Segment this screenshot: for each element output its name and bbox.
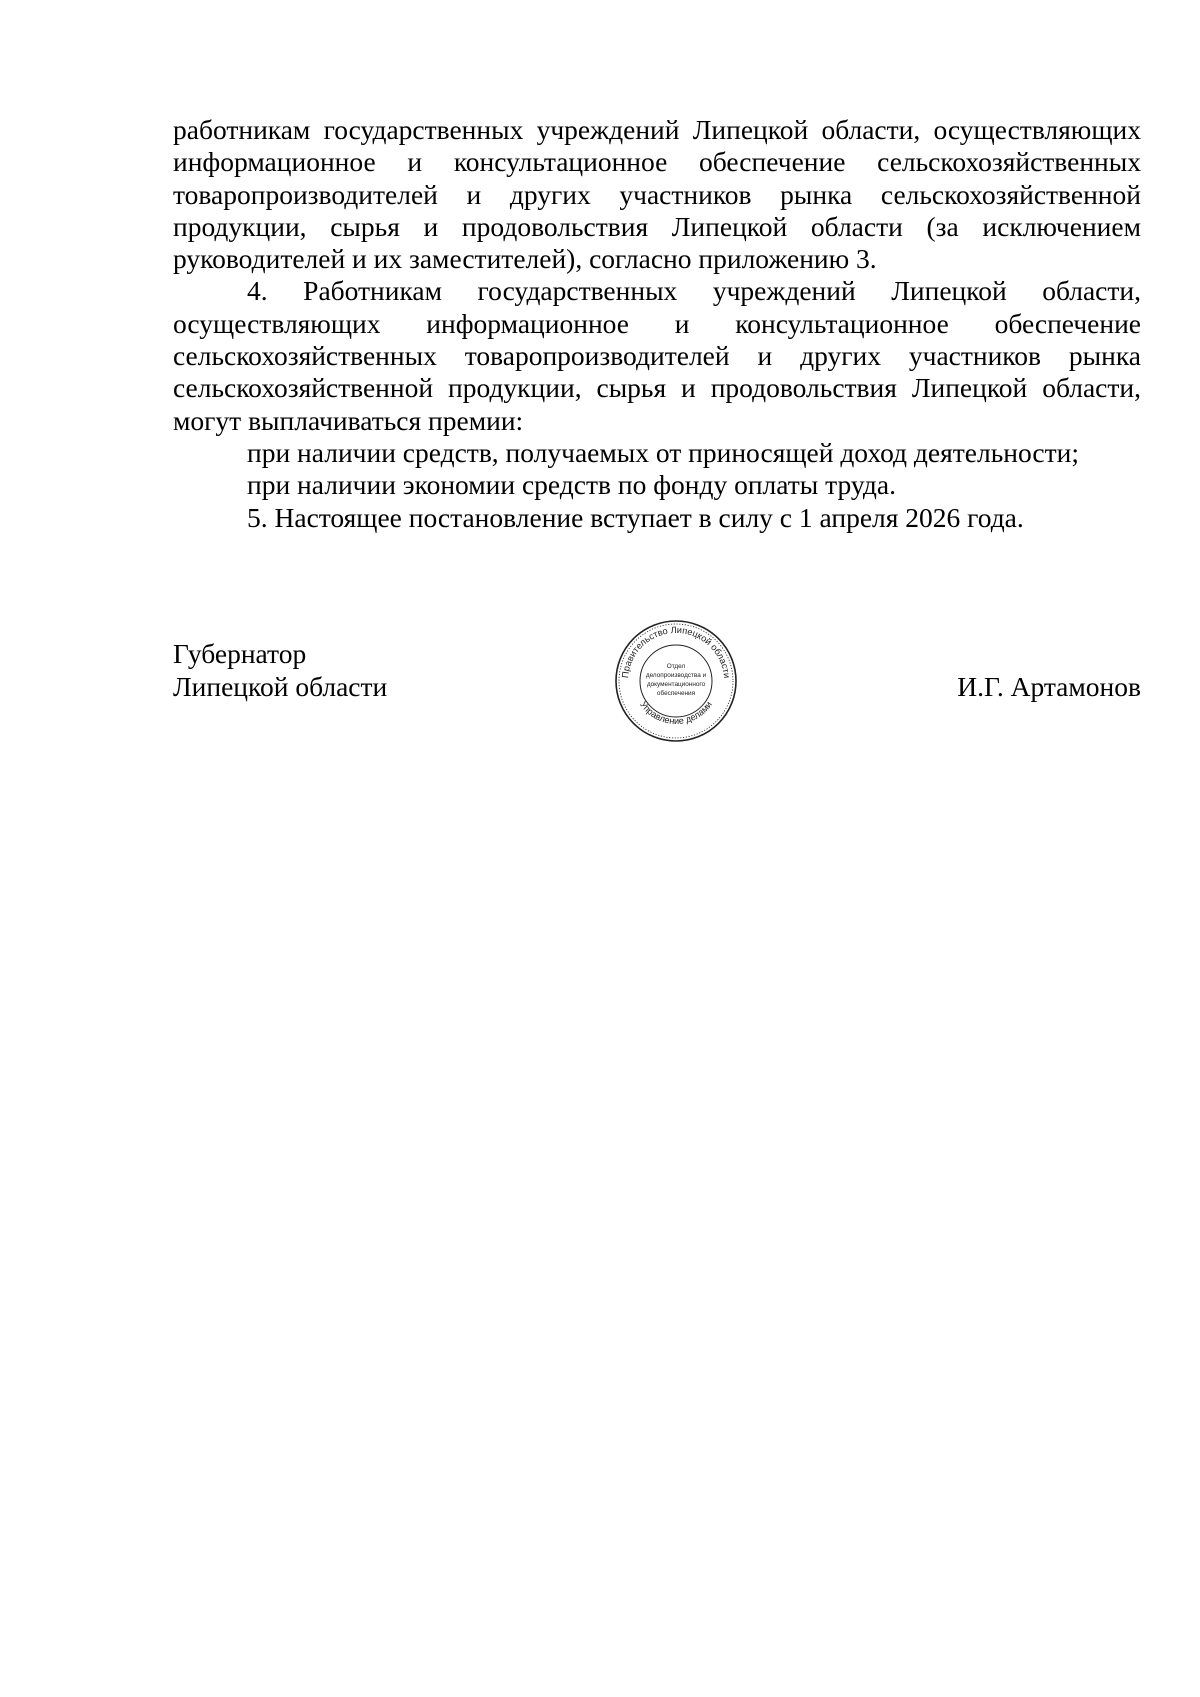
- seal-graphic: [613, 618, 739, 744]
- signatory-title: [173, 637, 387, 703]
- document-body: [173, 114, 1141, 534]
- signatory-title-line2: Липецкой области: [173, 671, 388, 702]
- seal-center-line-4: обеспечения: [656, 690, 696, 697]
- seal-center-line-3: документационного: [646, 681, 706, 688]
- signatory-title-line1: Губернатор: [173, 638, 307, 669]
- signatory-name: И.Г. Артамонов: [957, 671, 1141, 702]
- official-seal-stamp: [613, 618, 739, 744]
- seal-ring-text-top: Правительство Липецкой области: [620, 624, 732, 679]
- paragraph-bonus-condition-income: при наличии средств, получаемых от приносящей доход деятельности;: [247, 436, 1079, 468]
- paragraph-item-4: 4. Работникам государственных учреждений Липецкой области, осуществляющих информационное и консультационное обеспечение сельскохозяйственных товаропроизводителей и других участников рынка сельскохозяйственной продукции, сырья и продовольствия Липецкой области, могут выплачиваться премии:: [173, 275, 1141, 436]
- seal-center-line-2: делопроизводства и: [645, 672, 707, 679]
- paragraph-continuation: работникам государственных учреждений Липецкой области, осуществляющих информационное и консультационное обеспечение сельскохозяйственных товаропроизводителей и других участников рынка сельскохозяйственной продукции, сырья и продовольствия Липецкой области (за исключением руководителей и их заместителей), согласно приложению 3.: [173, 114, 1141, 275]
- paragraph-bonus-condition-savings: при наличии экономии средств по фонду оплаты труда.: [247, 469, 896, 501]
- seal-center-line-1: Отдел: [666, 663, 686, 670]
- paragraph-item-5: 5. Настоящее постановление вступает в силу с 1 апреля 2026 года.: [247, 501, 1024, 533]
- seal-ring-text-bottom: Управление делами: [638, 699, 714, 727]
